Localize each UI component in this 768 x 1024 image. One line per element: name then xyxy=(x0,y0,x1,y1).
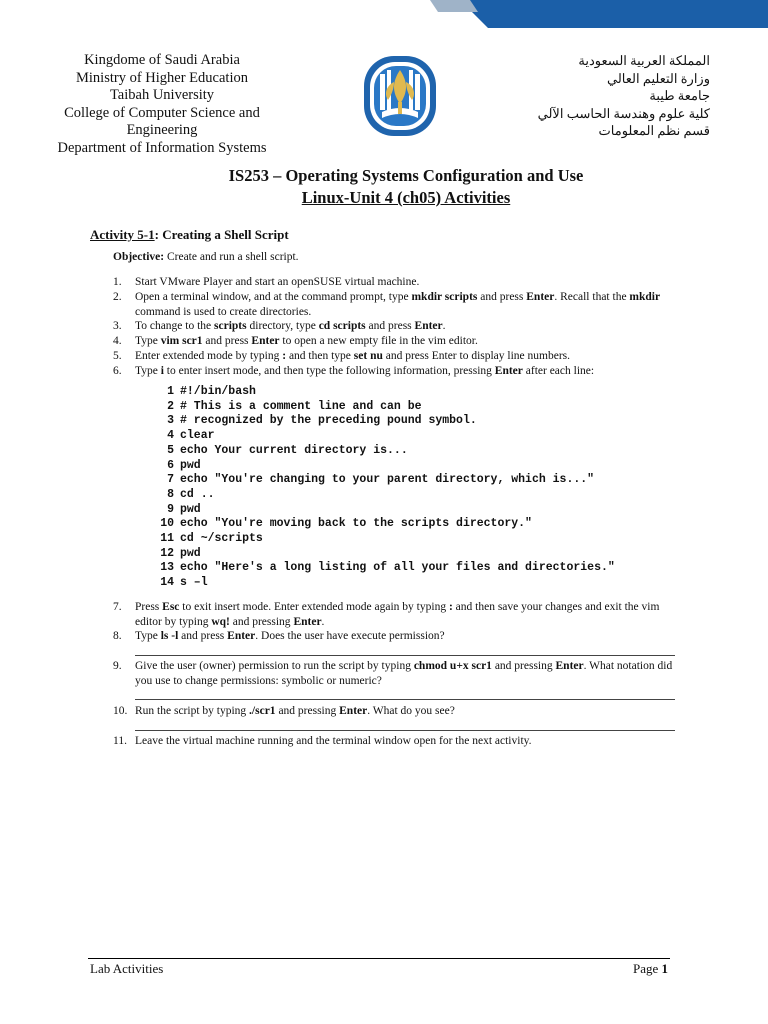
code-line-number: 12 xyxy=(160,546,174,560)
unit-title: Linux-Unit 4 (ch05) Activities xyxy=(301,188,511,207)
step-number: 11. xyxy=(113,735,127,747)
code-line xyxy=(150,400,615,415)
step-10 xyxy=(113,704,675,719)
step-text: Give the user (owner) permission to run the script by typing chmod u+x scr1 and pressing Enter. What notation did you use to change permissions: symbolic or numeric? xyxy=(135,660,673,687)
country-line: Kingdome of Saudi Arabia xyxy=(84,52,240,68)
department-line-ar: قسم نظم المعلومات xyxy=(598,123,710,139)
objective-label: Objective: xyxy=(113,251,165,263)
script-listing xyxy=(150,385,615,591)
step-text: Type vim scr1 and press Enter to open a new empty file in the vim editor. xyxy=(135,335,478,347)
step-text: Press Esc to exit insert mode. Enter extended mode again by typing : and then save your changes and exit the vim editor by typing wq! and pressing Enter. xyxy=(135,601,660,628)
ministry-line-ar: وزارة التعليم العالي xyxy=(606,70,710,86)
step-text: Run the script by typing ./scr1 and pressing Enter. What do you see? xyxy=(135,705,455,717)
code-line-number: 10 xyxy=(160,517,174,531)
step-text: Open a terminal window, and at the command prompt, type mkdir scripts and press Enter. Recall that the mkdir command is used to create directories. xyxy=(135,291,661,318)
code-line xyxy=(150,414,615,429)
activity-number: Activity 5-1 xyxy=(90,227,155,242)
college-line: College of Computer Science and Engineering xyxy=(64,104,260,139)
step-number: 1. xyxy=(113,276,122,288)
code-line xyxy=(150,385,615,400)
department-line: Department of Information Systems xyxy=(57,139,267,156)
code-line xyxy=(150,561,615,576)
code-line-number: 8 xyxy=(167,487,174,501)
step-9 xyxy=(113,659,675,688)
step-number: 4. xyxy=(113,335,122,347)
code-line-text: echo "Here's a long listing of all your files and directories." xyxy=(180,561,615,575)
answer-line xyxy=(135,730,675,731)
step-number: 9. xyxy=(113,660,122,672)
institution-english xyxy=(48,52,276,158)
step-number: 2. xyxy=(113,291,122,303)
step-text: To change to the scripts directory, type cd scripts and press Enter. xyxy=(135,320,446,332)
code-line xyxy=(150,547,615,562)
code-line-text: # recognized by the preceding pound symbol. xyxy=(180,414,477,428)
code-line xyxy=(150,532,615,547)
step-4 xyxy=(113,334,675,349)
objective xyxy=(113,251,299,263)
course-title: IS253 – Operating Systems Configuration and Use xyxy=(228,166,584,185)
code-line-text: #!/bin/bash xyxy=(180,385,256,398)
step-text: Type i to enter insert mode, and then type the following information, pressing Enter after each line: xyxy=(135,365,595,377)
code-line-number: 3 xyxy=(167,414,174,428)
code-line-text: pwd xyxy=(180,502,201,516)
code-line-number: 9 xyxy=(167,502,174,516)
code-line-text: clear xyxy=(180,429,215,443)
step-text: Enter extended mode by typing : and then type set nu and press Enter to display line numbers. xyxy=(135,350,571,362)
code-line xyxy=(150,488,615,503)
code-line-number: 7 xyxy=(167,473,174,487)
footer-rule xyxy=(88,958,670,959)
step-text: Start VMware Player and start an openSUSE virtual machine. xyxy=(135,276,420,288)
code-line-number: 5 xyxy=(167,443,174,457)
page-label: Page xyxy=(632,961,662,976)
code-line-number: 6 xyxy=(167,458,174,472)
code-line-text: s –l xyxy=(180,576,208,590)
code-line-text: echo "You're moving back to the scripts directory." xyxy=(180,517,532,531)
step-3 xyxy=(113,319,675,334)
step-text: Leave the virtual machine running and the terminal window open for the next activity. xyxy=(135,735,532,747)
step-5 xyxy=(113,349,675,364)
code-line xyxy=(150,576,615,591)
step-6 xyxy=(113,364,675,379)
step-number: 5. xyxy=(113,350,122,362)
objective-text: Create and run a shell script. xyxy=(164,251,299,263)
code-line-number: 4 xyxy=(167,429,174,443)
step-number: 6. xyxy=(113,365,122,377)
code-line-number: 1 xyxy=(167,385,174,398)
country-line-ar: المملكة العربية السعودية xyxy=(578,53,710,68)
step-11 xyxy=(113,734,675,749)
university-line-ar: جامعة طيبة xyxy=(649,88,710,104)
code-line xyxy=(150,473,615,488)
step-7 xyxy=(113,600,675,629)
university-line: Taibah University xyxy=(109,87,215,104)
code-line-text: echo "You're changing to your parent directory, which is..." xyxy=(180,473,595,487)
step-text: Type ls -l and press Enter. Does the user have execute permission? xyxy=(135,630,445,642)
code-line-text: cd ~/scripts xyxy=(180,532,263,546)
code-line-number: 13 xyxy=(160,561,174,575)
step-number: 3. xyxy=(113,320,122,332)
code-line xyxy=(150,517,615,532)
step-8 xyxy=(113,629,675,644)
answer-line xyxy=(135,699,675,700)
activity-heading xyxy=(90,227,289,243)
code-line xyxy=(150,429,615,444)
step-number: 10. xyxy=(113,705,128,717)
ministry-line: Ministry of Higher Education xyxy=(76,69,248,86)
step-1 xyxy=(113,275,675,290)
code-line-text: # This is a comment line and can be xyxy=(180,399,422,413)
institution-arabic xyxy=(500,52,710,140)
step-2 xyxy=(113,290,675,319)
code-line xyxy=(150,503,615,518)
page-indicator xyxy=(633,961,668,977)
page-number: 1 xyxy=(661,961,668,976)
step-number: 7. xyxy=(113,601,122,613)
college-line-ar: كلية علوم وهندسة الحاسب الآلي xyxy=(537,105,710,121)
code-line-number: 14 xyxy=(160,576,174,590)
code-line xyxy=(150,444,615,459)
step-number: 8. xyxy=(113,630,122,642)
code-line-number: 2 xyxy=(167,399,174,413)
answer-line xyxy=(135,655,675,656)
code-line-number: 11 xyxy=(160,532,174,546)
header-bar xyxy=(0,0,768,28)
university-logo xyxy=(358,52,442,140)
code-line-text: echo Your current directory is... xyxy=(180,443,408,457)
code-line-text: pwd xyxy=(180,458,201,472)
code-line xyxy=(150,459,615,474)
footer-label: Lab Activities xyxy=(90,961,164,976)
code-line-text: cd .. xyxy=(180,487,215,501)
activity-title: : Creating a Shell Script xyxy=(154,227,289,242)
code-line-text: pwd xyxy=(180,546,201,560)
